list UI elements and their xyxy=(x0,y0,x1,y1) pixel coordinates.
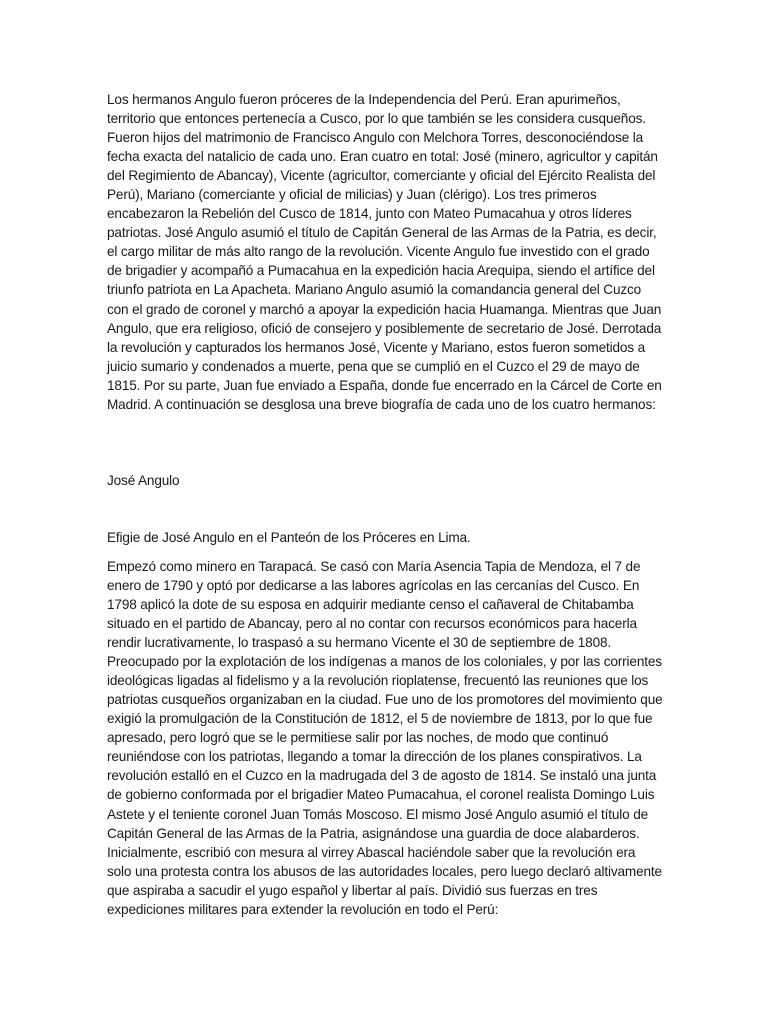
body-paragraph: Empezó como minero en Tarapacá. Se casó con María Asencia Tapia de Mendoza, el 7 de enero de 1790 y optó por dedicarse a las labores agrícolas en las cercanías del Cusco. En 1798 aplicó la dote de su esposa en adquirir mediante censo el cañaveral de Chitabamba situado en el partido de Abancay, pero al no contar con recursos económicos para hacerla rendir lucrativamente, lo traspasó a su hermano Vicente el 30 de septiembre de 1808. Preocupado por la explotación de los indígenas a manos de los coloniales, y por las corrientes ideológicas ligadas al fidelismo y a la revolución rioplatense, frecuentó las reuniones que los patriotas cusqueños organizaban en la ciudad. Fue uno de los promotores del movimiento que exigió la promulgación de la Constitución de 1812, el 5 de noviembre de 1813, por lo que fue apresado, pero logró que se le permitiese salir por las noches, de modo que continuó reuniéndose con los patriotas, llegando a tomar la dirección de los planes conspirativos. La revolución estalló en el Cuzco en la madrugada del 3 de agosto de 1814. Se instaló una junta de gobierno conformada por el brigadier Mateo Pumacahua, el coronel realista Domingo Luis Astete y el teniente coronel Juan Tomás Moscoso. El mismo José Angulo asumió el título de Capitán General de las Armas de la Patria, asignándose una guardia de doce alabarderos. Inicialmente, escribió con mesura al virrey Abascal haciéndole saber que la revolución era solo una protesta contra los abusos de las autoridades locales, pero luego declaró altivamente que aspiraba a sacudir el yugo español y libertar al país. Dividió sus fuerzas en tres expediciones militares para extender la revolución en todo el Perú: xyxy=(107,558,663,917)
image-caption: Efigie de José Angulo en el Panteón de los Próceres en Lima. xyxy=(107,529,471,545)
intro-paragraph: Los hermanos Angulo fueron próceres de la Independencia del Perú. Eran apurimeños, territorio que entonces pertenecía a Cusco, por lo que también se les considera cusqueños. Fueron hijos del matrimonio de Francisco Angulo con Melchora Torres, desconociéndose la fecha exacta del natalicio de cada uno. Eran cuatro en total: José (minero, agricultor y capitán del Regimiento de Abancay), Vicente (agricultor, comerciante y oficial del Ejército Realista del Perú), Mariano (comerciante y oficial de milicias) y Juan (clérigo). Los tres primeros encabezaron la Rebelión del Cusco de 1814, junto con Mateo Pumacahua y otros líderes patriotas. José Angulo asumió el título de Capitán General de las Armas de la Patria, es decir, el cargo militar de más alto rango de la revolución. Vicente Angulo fue investido con el grado de brigadier y acompañó a Pumacahua en la expedición hacia Arequipa, siendo el artífice del triunfo patriota en La Apacheta. Mariano Angulo asumió la comandancia general del Cuzco con el grado de coronel y marchó a apoyar la expedición hacia Huamanga. Mientras que Juan Angulo, que era religioso, ofició de consejero y posiblemente de secretario de José. Derrotada la revolución y capturados los hermanos José, Vicente y Mariano, estos fueron sometidos a juicio sumario y condenados a muerte, pena que se cumplió en el Cuzco el 29 de mayo de 1815. Por su parte, Juan fue enviado a España, donde fue encerrado en la Cárcel de Corte en Madrid. A continuación se desglosa una breve biografía de cada uno de los cuatro hermanos: xyxy=(107,92,662,412)
document-page xyxy=(107,90,663,919)
section-heading: José Angulo xyxy=(107,472,180,488)
